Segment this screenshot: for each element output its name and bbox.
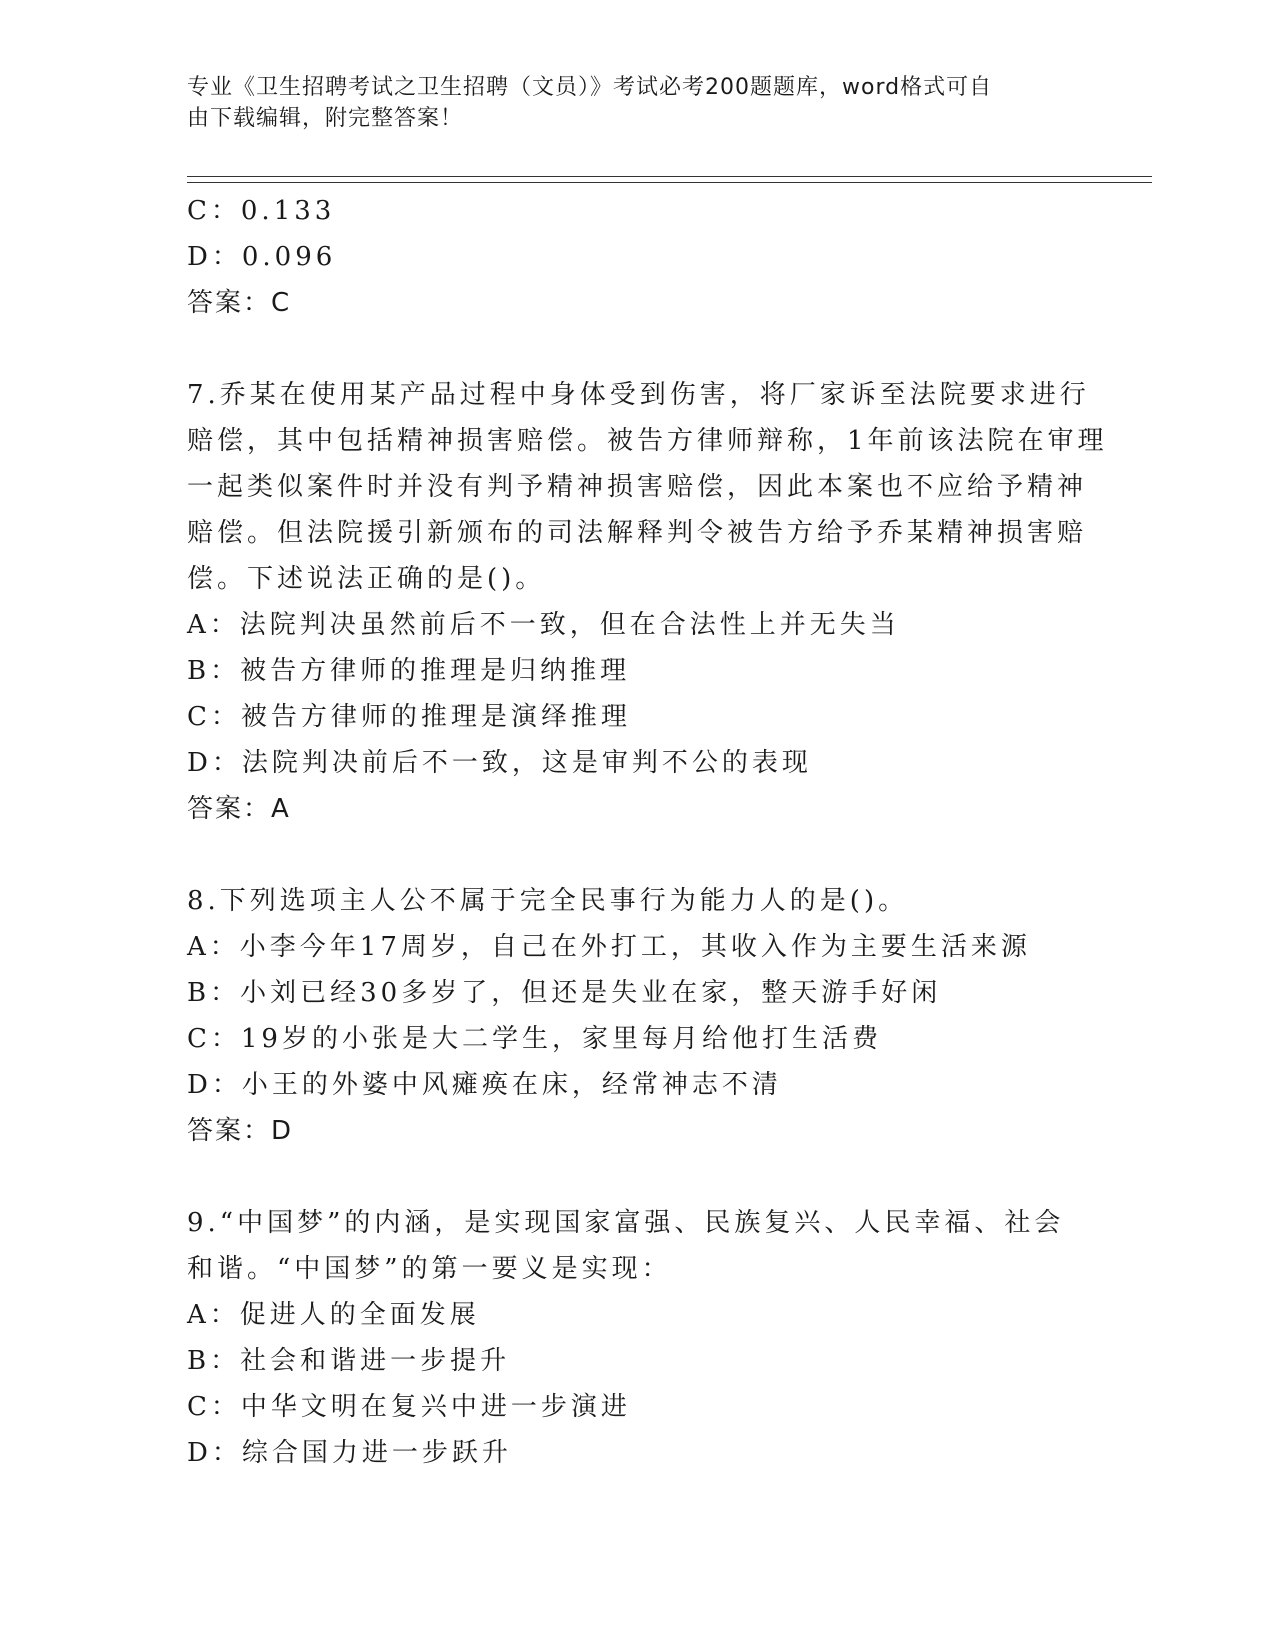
question-9: [187, 1200, 1087, 1476]
q7-option-a: A：法院判决虽然前后不一致，但在合法性上并无失当: [187, 610, 900, 640]
q7-option-c: C：被告方律师的推理是演绎推理: [187, 702, 631, 732]
q9-option-b: B：社会和谐进一步提升: [187, 1346, 511, 1376]
q6-option-c: C：0.133: [187, 196, 336, 226]
q8-answer: 答案：D: [187, 1116, 294, 1146]
q8-stem: 8.下列选项主人公不属于完全民事行为能力人的是()。: [187, 886, 909, 916]
q7-stem-line: 赔偿。但法院援引新颁布的司法解释判令被告方给予乔某精神损害赔: [187, 518, 1088, 548]
q9-option-d: D：综合国力进一步跃升: [187, 1438, 512, 1468]
q8-option-d: D：小王的外婆中风瘫痪在床，经常神志不清: [187, 1070, 782, 1100]
q7-stem-line: 偿。下述说法正确的是()。: [187, 564, 546, 594]
header-divider: [187, 176, 1152, 183]
question-7: [187, 372, 1108, 832]
question-list: [187, 188, 1108, 1476]
q6-option-d: D：0.096: [187, 242, 337, 272]
q9-option-c: C：中华文明在复兴中进一步演进: [187, 1392, 631, 1422]
spacer: [187, 832, 1087, 878]
q6-answer: 答案：C: [187, 288, 292, 318]
question-8: [187, 878, 1087, 1154]
q7-option-d: D：法院判决前后不一致，这是审判不公的表现: [187, 748, 812, 778]
q8-option-a: A：小李今年17周岁，自己在外打工，其收入作为主要生活来源: [187, 932, 1031, 962]
spacer: [187, 1154, 1087, 1200]
q8-option-c: C：19岁的小张是大二学生，家里每月给他打生活费: [187, 1024, 882, 1054]
q9-stem-line: 和谐。“中国梦”的第一要义是实现：: [187, 1254, 672, 1284]
q8-option-b: B：小刘已经30多岁了，但还是失业在家，整天游手好闲: [187, 978, 942, 1008]
spacer: [187, 326, 1087, 372]
q7-stem-line: 赔偿，其中包括精神损害赔偿。被告方律师辩称，1年前该法院在审理: [187, 426, 1108, 456]
q7-stem-line: 一起类似案件时并没有判予精神损害赔偿，因此本案也不应给予精神: [187, 472, 1088, 502]
header-line-1: 专业《卫生招聘考试之卫生招聘（文员）》考试必考200题题库，word格式可自: [187, 75, 993, 100]
q9-stem-line: 9.“中国梦”的内涵，是实现国家富强、民族复兴、人民幸福、社会: [187, 1208, 1065, 1238]
q9-option-a: A：促进人的全面发展: [187, 1300, 480, 1330]
q7-option-b: B：被告方律师的推理是归纳推理: [187, 656, 631, 686]
q7-answer: 答案：A: [187, 794, 291, 824]
header-line-2: 由下载编辑，附完整答案！: [187, 106, 464, 131]
q7-stem-line: 7.乔某在使用某产品过程中身体受到伤害，将厂家诉至法院要求进行: [187, 380, 1090, 410]
question-6-tail: [187, 188, 1087, 326]
document-header: [187, 72, 1087, 134]
